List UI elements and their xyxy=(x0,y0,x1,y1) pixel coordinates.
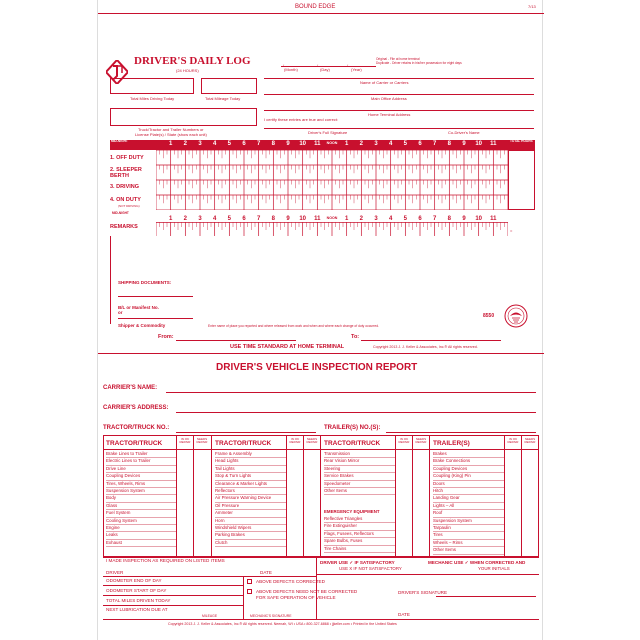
checklist-item[interactable]: Oil Pressure xyxy=(215,503,286,510)
remarks-label: REMARKS xyxy=(110,224,138,230)
hour-label: 10 xyxy=(299,141,306,147)
checklist-item[interactable]: Suspension System xyxy=(433,518,504,525)
mileage-box[interactable] xyxy=(201,78,257,94)
not-driving-label: (NOT DRIVING) xyxy=(118,204,140,208)
log-title: DRIVER'S DAILY LOG xyxy=(134,55,251,67)
total-miles-label: TOTAL MILES DRIVEN TODAY xyxy=(106,598,171,603)
emergency-equipment-label: EMERGENCY EQUIPMENT xyxy=(324,509,380,514)
checklist-item[interactable]: Tires xyxy=(433,532,504,539)
checklist-item[interactable]: Cooling System xyxy=(106,518,176,525)
hour-label: 1 xyxy=(168,141,173,147)
checklist-item[interactable]: Coupling Devices xyxy=(433,466,504,473)
hour-label: 8 xyxy=(271,141,275,147)
hour-label: 5 xyxy=(227,141,231,147)
ok-label-1: IN OK REPAIR xyxy=(179,437,191,444)
driver-signature-label: Driver's Full Signature xyxy=(308,130,348,135)
drivers-signature-label: DRIVER'S SIGNATURE xyxy=(398,590,448,595)
remarks-midnight-label: MID-NIGHT xyxy=(112,211,129,215)
checklist-item[interactable]: Engine xyxy=(106,525,176,532)
checklist-item[interactable]: Drive Line xyxy=(106,466,176,473)
checklist-item[interactable]: Other Items xyxy=(324,488,395,495)
home-terminal-label: Home Terminal Address xyxy=(368,112,411,117)
hour-label: 2 xyxy=(359,141,363,147)
checklist-item[interactable]: Rear Vision Mirror xyxy=(324,458,395,465)
checklist-item[interactable]: Windshield Wipers xyxy=(215,525,286,532)
truck-numbers-label: Truck/Tractor and Trailer Numbers or xyxy=(138,127,204,132)
checklist-item[interactable]: Tarpaulin xyxy=(433,525,504,532)
checklist-col-2[interactable] xyxy=(215,451,286,547)
time-standard-label: USE TIME STANDARD AT HOME TERMINAL xyxy=(230,344,345,350)
col-head-1: TRACTOR/TRUCK xyxy=(106,440,163,447)
hour-label: 11 xyxy=(490,141,497,147)
checklist-item[interactable]: Coupling Devices xyxy=(106,473,176,480)
certify-label: I certify these entries are true and correct: xyxy=(264,117,339,122)
checklist-item[interactable]: Reflectors xyxy=(215,488,286,495)
to-label: To: xyxy=(351,334,360,340)
checklist-item[interactable]: Fire Extinguisher xyxy=(324,523,395,530)
hour-label: 1 xyxy=(168,216,173,222)
checklist-item[interactable]: Transmission xyxy=(324,451,395,458)
remarks-grid xyxy=(156,222,508,236)
checklist-col-3b[interactable] xyxy=(324,516,395,553)
col-head-2: TRACTOR/TRUCK xyxy=(215,440,272,447)
hour-label: 7 xyxy=(256,216,261,222)
hour-label: 4 xyxy=(212,141,217,147)
checklist-item[interactable]: Electric Lines to Trailer xyxy=(106,458,176,465)
checklist-item[interactable]: Service Brakes xyxy=(324,473,395,480)
carrier-address-field-label: CARRIER'S ADDRESS: xyxy=(103,405,169,411)
tractor-no-label: TRACTOR/TRUCK NO.: xyxy=(103,425,170,431)
checklist-item[interactable]: Exhaust xyxy=(106,540,176,547)
checklist-item[interactable]: Frame & Assembly xyxy=(215,451,286,458)
checklist-item[interactable]: Hitch xyxy=(433,488,504,495)
col-head-4: TRAILER(S) xyxy=(433,440,470,447)
checklist-item[interactable]: Parking Brakes xyxy=(215,532,286,539)
shipper-label: Shipper & Commodity xyxy=(118,323,166,328)
hour-label: 8 xyxy=(447,216,451,222)
hour-label: 1 xyxy=(344,141,349,147)
bound-edge-label: BOUND EDGE xyxy=(295,4,336,10)
bl-manifest-label: B/L or Manifest No. xyxy=(118,305,159,310)
log-subtitle: (24 HOURS) xyxy=(176,68,199,73)
checklist-col-3[interactable] xyxy=(324,451,395,495)
checklist-item[interactable]: Tail Lights xyxy=(215,466,286,473)
hour-label: NOON xyxy=(326,141,338,145)
checklist-item[interactable]: Head Lights xyxy=(215,458,286,465)
eagle-seal-icon xyxy=(504,304,528,328)
truck-number-box[interactable] xyxy=(110,108,257,126)
defects-corrected-label: ABOVE DEFECTS CORRECTED xyxy=(256,579,325,584)
checklist-item[interactable]: Brake Connections xyxy=(433,458,504,465)
hour-label: 7 xyxy=(432,216,437,222)
hour-label: 6 xyxy=(242,141,246,147)
total-hours-column[interactable] xyxy=(508,150,535,210)
hour-label: 6 xyxy=(242,216,246,222)
hour-label: 5 xyxy=(227,216,231,222)
checklist-item[interactable]: Air Pressure Warning Device xyxy=(215,495,286,502)
checklist-item[interactable]: Tire Chains xyxy=(324,546,395,553)
hour-label: 3 xyxy=(374,141,378,147)
driver-use-label-2: USE X IF NOT SATISFACTORY xyxy=(339,566,402,571)
miles-driving-label: Total Miles Driving Today xyxy=(130,96,175,101)
checklist-item[interactable]: Spare Bulbs, Fuses xyxy=(324,538,395,545)
hour-label: 9 xyxy=(462,141,466,147)
checklist-item[interactable]: Fuel System xyxy=(106,510,176,517)
ok-label-4: IN OK REPAIR xyxy=(507,437,519,444)
midnight-label: MID-NIGHT xyxy=(111,139,128,143)
checklist-item[interactable]: Tires, Wheels, Rims xyxy=(106,481,176,488)
carrier-name-label: Name of Carrier or Carriers xyxy=(360,80,409,85)
mileage-label: Total Mileage Today xyxy=(205,96,241,101)
date-year: (Year) xyxy=(351,67,362,72)
hour-label: 1 xyxy=(344,216,349,222)
checklist-item[interactable]: Reflective Triangles xyxy=(324,516,395,523)
hour-label: 7 xyxy=(432,141,437,147)
hour-label: 11 xyxy=(490,216,497,222)
col-head-3: TRACTOR/TRUCK xyxy=(324,440,381,447)
log-copyright: Copyright 2013 J. J. Keller & Associates, Inc.® All rights reserved. xyxy=(373,345,478,349)
repair-label-1: NEEDS REPAIR xyxy=(196,437,208,444)
made-inspection-label: I MADE INSPECTION AS REQUIRED ON LISTED ITEMS xyxy=(106,558,225,563)
hour-label: 4 xyxy=(388,141,393,147)
date-label: DATE xyxy=(260,570,272,575)
checklist-item[interactable]: Stop & Turn Lights xyxy=(215,473,286,480)
checklist-item[interactable]: Body xyxy=(106,495,176,502)
mechanic-signature-label: MECHANIC'S SIGNATURE xyxy=(250,614,292,618)
hour-label: 9 xyxy=(286,141,290,147)
checklist-item[interactable]: Ammeter xyxy=(215,510,286,517)
repair-label-3: NEEDS REPAIR xyxy=(415,437,427,444)
checklist-item[interactable]: Roof xyxy=(433,510,504,517)
repair-label-4: NEEDS REPAIR xyxy=(524,437,536,444)
copy-note-2: Duplicate - Driver retains in his/her possession for eight days xyxy=(376,61,462,65)
hour-label: 6 xyxy=(418,216,422,222)
checklist-item[interactable]: Flags, Fusees, Reflectors xyxy=(324,531,395,538)
hour-label: 2 xyxy=(359,216,363,222)
driver-label: DRIVER xyxy=(106,570,124,575)
repair-label-2: NEEDS REPAIR xyxy=(306,437,318,444)
checklist-item[interactable]: Lights – All xyxy=(433,503,504,510)
main-office-label: Main Office Address xyxy=(371,96,407,101)
date-month: (Month) xyxy=(284,67,298,72)
checklist-item[interactable]: Clearance & Marker Lights xyxy=(215,481,286,488)
defects-corrected-checkbox[interactable] xyxy=(247,579,252,584)
hour-label: 10 xyxy=(475,216,482,222)
checklist-item[interactable]: Horn xyxy=(215,518,286,525)
mechanic-use-label: MECHANIC USE ✓ WHEN CORRECTED AND xyxy=(428,560,526,565)
checklist-item[interactable]: Landing Gear xyxy=(433,495,504,502)
hour-label: 3 xyxy=(198,141,202,147)
checklist-item[interactable]: Steering xyxy=(324,466,395,473)
hour-label: 10 xyxy=(475,141,482,147)
checklist-item[interactable]: Brakes xyxy=(433,451,504,458)
ok-label-2: IN OK REPAIR xyxy=(289,437,301,444)
driver-use-label: DRIVER USE ✓ IF SATISFACTORY xyxy=(320,560,395,565)
hour-label: 6 xyxy=(418,141,422,147)
shipping-documents-label: SHIPPING DOCUMENTS: xyxy=(118,280,172,285)
checklist-item[interactable]: Doors xyxy=(433,481,504,488)
hour-label: 9 xyxy=(286,216,290,222)
checklist-item[interactable]: Glass xyxy=(106,503,176,510)
hour-label: 2 xyxy=(183,216,187,222)
checklist-item[interactable]: Clutch xyxy=(215,540,286,547)
form-code: 7/13 xyxy=(528,4,536,9)
carrier-name-field-label: CARRIER'S NAME: xyxy=(103,385,158,391)
odometer-start-label: ODOMETER START OF DAY xyxy=(106,588,167,593)
checklist-item[interactable]: Coupling (King) Pin xyxy=(433,473,504,480)
hour-label: 4 xyxy=(212,216,217,222)
copy-note-1: Original - File at home terminal xyxy=(376,57,420,61)
hour-label: 8 xyxy=(271,216,275,222)
duty-grid[interactable] xyxy=(156,150,508,210)
row-off-duty: 1. OFF DUTY xyxy=(110,155,144,161)
hour-label: 7 xyxy=(256,141,261,147)
next-lube-label: NEXT LUBRICATION DUE AT xyxy=(106,607,168,612)
hour-label: 3 xyxy=(198,216,202,222)
hour-label: 11 xyxy=(314,141,321,147)
hour-label: 10 xyxy=(299,216,306,222)
checklist-col-1[interactable] xyxy=(106,451,176,547)
checklist-item[interactable]: Other Items xyxy=(433,547,504,554)
trailer-no-label: TRAILER(S) NO.(S): xyxy=(324,425,381,431)
mechanic-use-label-2: YOUR INITIALS xyxy=(478,566,510,571)
dvir-footer: Copyright 2013 J. J. Keller & Associates, Inc.® All rights reserved. Neenah, WI • USA • 800-327-6868 • jjkeller.com • Printed in the United States xyxy=(168,622,397,626)
hour-label: 5 xyxy=(403,216,407,222)
hour-label: 5 xyxy=(403,141,407,147)
checklist-item[interactable]: Speedometer xyxy=(324,481,395,488)
dvir-title: DRIVER'S VEHICLE INSPECTION REPORT xyxy=(216,362,418,373)
checklist-item[interactable]: Wheels – Rims xyxy=(433,540,504,547)
change-note: Enter name of place you reported and where released from work and when and where each change of duty occurred. xyxy=(208,324,379,328)
defects-not-needed-checkbox[interactable] xyxy=(247,589,252,594)
date-day: (Day) xyxy=(320,67,330,72)
miles-driving-box[interactable] xyxy=(110,78,194,94)
license-plates-label: License Plate(s) / State (show each unit) xyxy=(135,132,207,137)
checklist-item[interactable]: Brake Lines to Trailer xyxy=(106,451,176,458)
defects-not-needed-label-2: FOR SAFE OPERATION OF VEHICLE xyxy=(256,595,336,600)
or-label: or xyxy=(118,310,123,315)
log-sheet: BOUND EDGE 7/13 DRIVER'S DAILY LOG (24 HOURS) / / / (Month) (Day) (Year) Original - File at home terminal Duplicate - Driver retains in his/her possession for eight days Name of Carrier or Carriers Total Miles Driving Today Total Mileage Today Main Office Address Home Terminal Address I certify these entries are true and correct: Truck/Tractor and Trailer Numbers or License Plate(s) / State (show each unit) Driver's Full Signature Co-Driver's Name MID-NIGHT 1 2 3 4 5 6 7 8 9 10 11 NOON 1 2 3 4 5 6 7 8 9 10 11 TOTAL HOURS 1. OFF DUTY 2. SLEEPER BERTH 3. DRIVING 4. ON DUTY (NOT DRIVING) MID-NIGHT 1 2 3 4 5 6 7 8 9 10 11 NOON 1 2 3 4 5 6 7 8 9 10 11 REMARKS = SHIPPING DOCUMENTS: B/L or Manifest No. or Shipper & Commodity From: To: Enter name of place you reported and where released from work and when and where each change of duty occurred. 8550 USE TIME STANDARD AT HOME TERMINAL Copyright 2013 J. J. Keller & Associates, Inc.® All rights reserved. DRIVER'S VEHICLE INSPECTION REPORT CARRIER'S NAME: CARRIER'S ADDRESS: TRACTOR/TRUCK NO.: TRAILER(S) NO.(S): TRACTOR/TRUCK TRACTOR/TRUCK TRACTOR/TRUCK TRAILER(S) IN OK REPAIR NEEDS REPAIR IN OK REPAIR NEEDS REPAIR IN OK REPAIR NEEDS REPAIR IN OK REPAIR NEEDS REPAIR Brake Lines to Trailer Electric Lines to Trailer Drive Line Coupling Devices Tires, Wheels, Rims Suspension System Body Glass Fuel System Cooling System Engine Leaks Exhaust Frame & Assembly Head Lights Tail Lights Stop & Turn Lights Clearance & Marker Lights Reflectors Air Pressure Warning Device Oil Pressure Ammeter Horn Windshield Wipers Parking Brakes Clutch Transmission Rear Vision Mirror Steering Service Brakes Speedometer Other Items EMERGENCY EQUIPMENT Reflective Triangles Fire Extinguisher Flags, Fusees, Reflectors Spare Bulbs, Fuses Tire Chains Brakes Brake Connections Coupling Devices Coupling (King) Pin Doors Hitch Landing Gear Lights – All Roof Suspension System Tarpaulin Tires Wheels – Rims Other Items I MADE INSPECTION AS REQUIRED ON LISTED ITEMS DRIVER DATE ODOMETER END OF DAY ODOMETER START OF DAY TOTAL MILES DRIVEN TODAY NEXT LUBRICATION DUE AT MILEAGE MECHANIC'S SIGNATURE ABOVE DEFECTS CORRECTED ABOVE DEFECTS NEED NOT BE CORRECTED FOR SAFE OPERATION OF VEHICLE DRIVER USE ✓ IF SATISFACTORY USE X IF NOT SATISFACTORY MECHANIC USE ✓ WHEN CORRECTED AND YOUR INITIALS DRIVER'S SIGNATURE DATE Copyright 2013 J. J. Keller & Associates, Inc.® All rights reserved. Neenah, WI • USA • 800-327-6868 • jjkeller.com • Printed in the United States xyxy=(97,0,543,640)
form-number: 8550 xyxy=(483,313,495,319)
row-sleeper: 2. SLEEPER BERTH xyxy=(110,167,142,179)
hour-label: NOON xyxy=(326,216,338,220)
hour-label: 11 xyxy=(314,216,321,222)
row-on-duty: 4. ON DUTY xyxy=(110,197,141,203)
hour-label: 3 xyxy=(374,216,378,222)
checklist-item[interactable]: Suspension System xyxy=(106,488,176,495)
hour-label: 9 xyxy=(462,216,466,222)
checklist-item[interactable]: Leaks xyxy=(106,532,176,539)
date-label-2: DATE xyxy=(398,612,410,617)
odometer-end-label: ODOMETER END OF DAY xyxy=(106,578,162,583)
codriver-label: Co-Driver's Name xyxy=(448,130,480,135)
mileage-label-bottom: MILEAGE xyxy=(202,614,218,618)
hour-label: 8 xyxy=(447,141,451,147)
from-label: From: xyxy=(158,334,174,340)
total-hours-label: TOTAL HOURS xyxy=(510,139,533,143)
defects-not-needed-label: ABOVE DEFECTS NEED NOT BE CORRECTED xyxy=(256,589,358,594)
row-driving: 3. DRIVING xyxy=(110,184,140,190)
hour-label: 2 xyxy=(183,141,187,147)
checklist-col-4[interactable] xyxy=(433,451,504,555)
ok-label-3: IN OK REPAIR xyxy=(398,437,410,444)
hour-label: 4 xyxy=(388,216,393,222)
